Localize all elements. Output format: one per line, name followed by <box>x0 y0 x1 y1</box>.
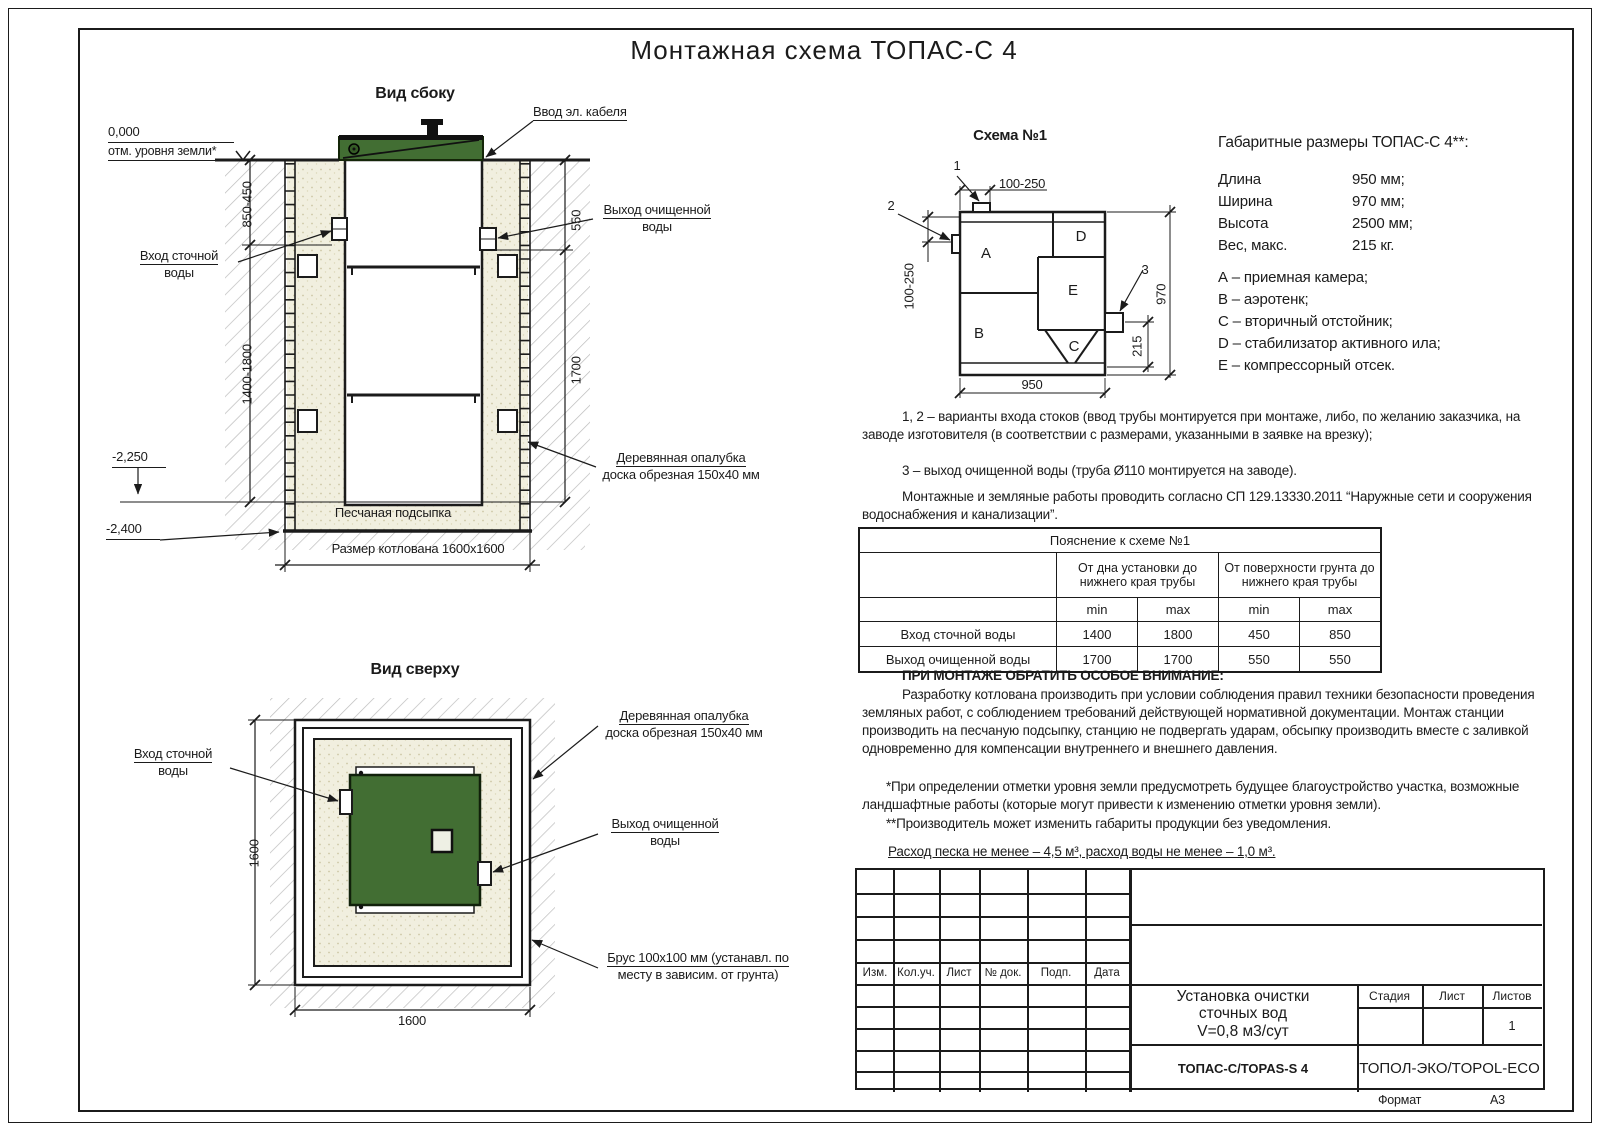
table-row: Выход очищенной воды 1700 1700 550 550 <box>859 647 1381 673</box>
table-min1: min <box>1057 598 1138 622</box>
spec-value-length: 950 мм; <box>1352 171 1405 188</box>
legend-d: D – стабилизатор активного ила; <box>1218 335 1441 352</box>
compartment-b: B <box>973 325 984 342</box>
schema-marker-1: 1 <box>953 158 961 173</box>
note-works: Монтажные и земляные работы проводить согласно СП 129.13330.2011 “Наружные сети и сооружения водоснабжения и канализации”. <box>862 489 1532 522</box>
legend-c: С – вторичный отстойник; <box>1218 313 1393 330</box>
specs-title: Габаритные размеры ТОПАС-С 4**: <box>1218 134 1469 151</box>
sand-bed-label: Песчаная подсыпка <box>334 505 452 520</box>
stamp-doc-title: Установка очистки сточных вод V=0,8 м3/сут <box>1176 987 1310 1040</box>
vent-pipe <box>427 125 438 137</box>
formwork-label-side: Деревянная опалубка доска обрезная 150x40 мм <box>602 450 760 482</box>
outlet-label-side: Выход очищенной воды <box>603 202 711 234</box>
table-corner-cell <box>859 553 1057 598</box>
page-title: Монтажная схема ТОПАС-С 4 <box>630 35 1018 65</box>
timber-block <box>498 255 517 277</box>
inlet-label-top: Вход сточной воды <box>133 746 213 778</box>
schema-dim-left: 100-250 <box>901 263 917 310</box>
spec-value-width: 970 мм; <box>1352 193 1405 210</box>
schema-title: Схема №1 <box>973 127 1047 144</box>
tank-body <box>345 160 482 505</box>
top-view-title: Вид сверху <box>370 661 460 678</box>
cable-leader <box>486 121 533 157</box>
spec-label-width: Ширина <box>1218 193 1273 210</box>
footnote-2: **Производитель может изменить габариты продукции без уведомления. <box>886 816 1332 831</box>
schema-dim-top: 100-250 <box>998 176 1046 191</box>
schema-inlet-1 <box>973 203 990 212</box>
vent-hatch <box>432 830 452 852</box>
dim-1600-left: 1600 <box>246 839 262 868</box>
stamp-col-data: Дата <box>1094 967 1120 979</box>
table-max2: max <box>1300 598 1382 622</box>
outlet-stub-top <box>478 862 491 885</box>
schema-outlet-3 <box>1105 313 1123 332</box>
dim-1700: 1700 <box>568 356 584 385</box>
schema-marker-3: 3 <box>1141 262 1149 277</box>
table-max1: max <box>1138 598 1219 622</box>
level-zero-label: 0,000 <box>108 124 234 143</box>
table-row: Вход сточной воды 1400 1800 450 850 <box>859 622 1381 647</box>
legend-e: Е – компрессорный отсек. <box>1218 357 1395 374</box>
schema-inlet-2 <box>952 235 960 253</box>
side-view-title: Вид сбоку <box>375 85 455 102</box>
spec-label-weight: Вес, макс. <box>1218 237 1288 254</box>
level-2400-label: -2,400 <box>106 521 160 540</box>
spec-label-height: Высота <box>1218 215 1269 232</box>
formwork-label-top: Деревянная опалубка доска обрезная 150x40 мм <box>605 708 763 740</box>
table-empty-cell <box>859 598 1057 622</box>
format-label: Формат <box>1378 1093 1422 1107</box>
schema-dim-right: 970 <box>1153 283 1169 305</box>
schema-dim-bottom: 950 <box>1021 377 1043 392</box>
attention-title: ПРИ МОНТАЖЕ ОБРАТИТЬ ОСОБОЕ ВНИМАНИЕ: <box>902 668 1224 683</box>
inlet-label-side: Вход сточной воды <box>139 248 219 280</box>
schema-dim-outlet: 215 <box>1129 335 1145 357</box>
stamp-col-ndok: № док. <box>984 967 1022 979</box>
dim-1600-bottom: 1600 <box>397 1013 427 1028</box>
stamp-sheets-label: Листов <box>1492 988 1532 1003</box>
dim-550: 550 <box>568 209 584 231</box>
stamp-sheets-value: 1 <box>1508 1018 1516 1033</box>
attention-body: Разработку котлована производить при условии соблюдения правил техники безопасности проведения земляных работ, с соблюдением требований действующей нормативной документации. Монтаж станции производить на песчаную подсыпку, станцию не подвергать ударам, обсыпку производить вместе с заливкой одновременно для компенсации внутреннего и внешнего давления. <box>862 687 1535 756</box>
stamp-col-podp: Подп. <box>1040 967 1072 979</box>
compartment-a: A <box>980 245 991 262</box>
ground-level-label: отм. уровня земли* <box>108 143 236 161</box>
note-outlet: 3 – выход очищенной воды (труба Ø110 монтируется на заводе). <box>902 463 1297 478</box>
table-group1: От дна установки до нижнего края трубы <box>1057 553 1219 598</box>
explanation-table <box>858 527 1382 673</box>
legend-a: А – приемная камера; <box>1218 269 1368 286</box>
legend-b: В – аэротенк; <box>1218 291 1309 308</box>
stamp-company: ТОПОЛ-ЭКО/TOPOL-ECO <box>1359 1059 1540 1077</box>
format-value: А3 <box>1490 1093 1505 1107</box>
pit-size-label: Размер котлована 1600x1600 <box>331 541 505 556</box>
dim-850-450: 850-450 <box>239 181 255 228</box>
note-variants: 1, 2 – варианты входа стоков (ввод трубы монтируется при монтаже, либо, по желанию заказчика, на заводе изготовителя (в соответствии с размерами, указанными в заявке на врезку); <box>862 409 1521 442</box>
stamp-col-koluch: Кол.уч. <box>897 967 935 979</box>
spec-value-height: 2500 мм; <box>1352 215 1413 232</box>
table-group2: От поверхности грунта до нижнего края трубы <box>1219 553 1382 598</box>
stamp-col-izm: Изм. <box>862 967 888 979</box>
cable-entry-label: Ввод эл. кабеля <box>533 104 627 119</box>
schema-marker-2: 2 <box>887 198 895 213</box>
title-block <box>855 868 1545 1090</box>
spec-value-weight: 215 кг. <box>1352 237 1395 254</box>
compartment-d: D <box>1075 228 1087 245</box>
timber-block <box>298 255 317 277</box>
marker2-leader <box>898 214 950 240</box>
stamp-model: ТОПАС-С/TOPAS-S 4 <box>1177 1060 1309 1076</box>
compartment-c: C <box>1068 338 1080 355</box>
footnote-1: *При определении отметки уровня земли предусмотреть будущее благоустройство участка, возможные ландшафтные работы (которые могут привести к изменению отметки уровня земли). <box>862 779 1520 812</box>
inlet-stub-top <box>340 790 352 814</box>
consumption-note: Расход песка не менее – 4,5 м³, расход воды не менее – 1,0 м³. <box>888 844 1276 859</box>
stamp-sheet-label: Лист <box>1438 988 1466 1003</box>
table-title: Пояснение к схеме №1 <box>859 528 1381 553</box>
timber-block <box>298 410 317 432</box>
stamp-col-list: Лист <box>946 967 972 979</box>
spec-label-length: Длина <box>1218 171 1261 188</box>
level-2250-label: -2,250 <box>112 449 166 468</box>
stamp-stage-label: Стадия <box>1369 988 1410 1003</box>
dim-1400-1800: 1400-1800 <box>239 344 255 405</box>
outlet-label-top: Выход очищенной воды <box>611 816 719 848</box>
beam-label-top: Брус 100x100 мм (устанавл. по месту в зависим. от грунта) <box>607 950 789 982</box>
compartment-e: E <box>1067 282 1078 299</box>
timber-block <box>498 410 517 432</box>
vent-cap <box>421 119 443 125</box>
tank-top-view <box>350 775 480 905</box>
table-min2: min <box>1219 598 1300 622</box>
